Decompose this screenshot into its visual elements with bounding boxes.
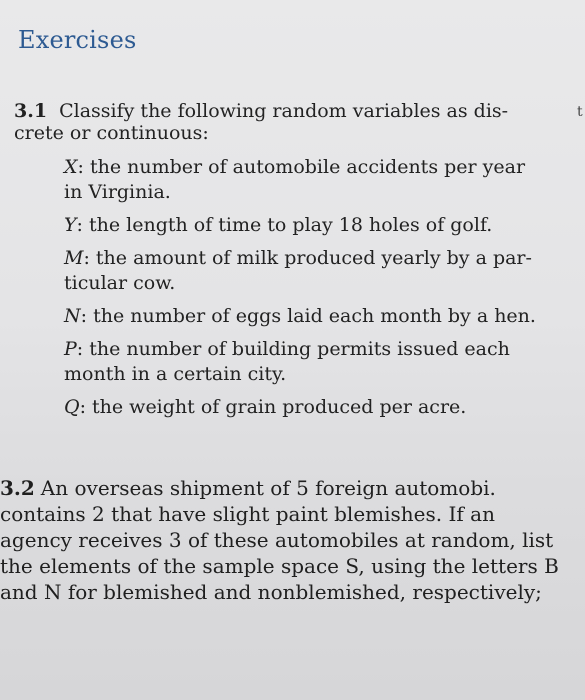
variable-description: : the number of building permits issued each xyxy=(76,338,510,360)
exercise-3-2-line-1 xyxy=(0,475,585,501)
exercise-prompt-line-2: crete or continuous: xyxy=(14,122,209,144)
section-title: Exercises xyxy=(18,26,137,54)
variable-description-cont: in Virginia. xyxy=(64,181,171,203)
variable-description: : the amount of milk produced yearly by a par- xyxy=(83,247,532,269)
exercise-3-2-line-4: the elements of the sample space S, using the letters B xyxy=(0,554,559,578)
exercise-prompt-line-1: Classify the following random variables as dis- xyxy=(59,100,509,122)
variable-item-q xyxy=(64,395,576,420)
variable-item-n xyxy=(64,304,576,329)
variable-description: : the number of eggs laid each month by a hen. xyxy=(80,305,536,327)
variable-description-cont: month in a certain city. xyxy=(64,363,287,385)
exercise-3-2 xyxy=(0,475,585,605)
variable-symbol: Y xyxy=(64,214,77,236)
variable-item-m xyxy=(64,246,576,296)
variable-symbol: N xyxy=(64,305,81,327)
variable-item-x xyxy=(64,155,576,205)
cut-off-letter: t xyxy=(577,104,583,120)
random-variable-list xyxy=(64,155,576,428)
variable-symbol: Q xyxy=(64,396,80,418)
exercise-3-2-line-5: and N for blemished and nonblemished, respectively; xyxy=(0,580,542,604)
exercise-number: 3.2 xyxy=(0,476,35,500)
variable-description: : the length of time to play 18 holes of golf. xyxy=(76,214,493,236)
exercise-3-1-prompt xyxy=(14,98,569,124)
variable-item-y xyxy=(64,213,576,238)
variable-item-p xyxy=(64,337,576,387)
variable-symbol: X xyxy=(64,156,78,178)
variable-description: : the number of automobile accidents per year xyxy=(77,156,526,178)
exercise-text: An overseas shipment of 5 foreign automobi. xyxy=(40,476,496,500)
variable-description-cont: ticular cow. xyxy=(64,272,176,294)
variable-symbol: P xyxy=(64,338,77,360)
exercise-3-2-line-3: agency receives 3 of these automobiles at random, list xyxy=(0,528,554,552)
variable-description: : the weight of grain produced per acre. xyxy=(79,396,467,418)
exercise-number: 3.1 xyxy=(14,100,48,122)
variable-symbol: M xyxy=(64,247,84,269)
exercise-3-2-line-2: contains 2 that have slight paint blemishes. If an xyxy=(0,502,495,526)
